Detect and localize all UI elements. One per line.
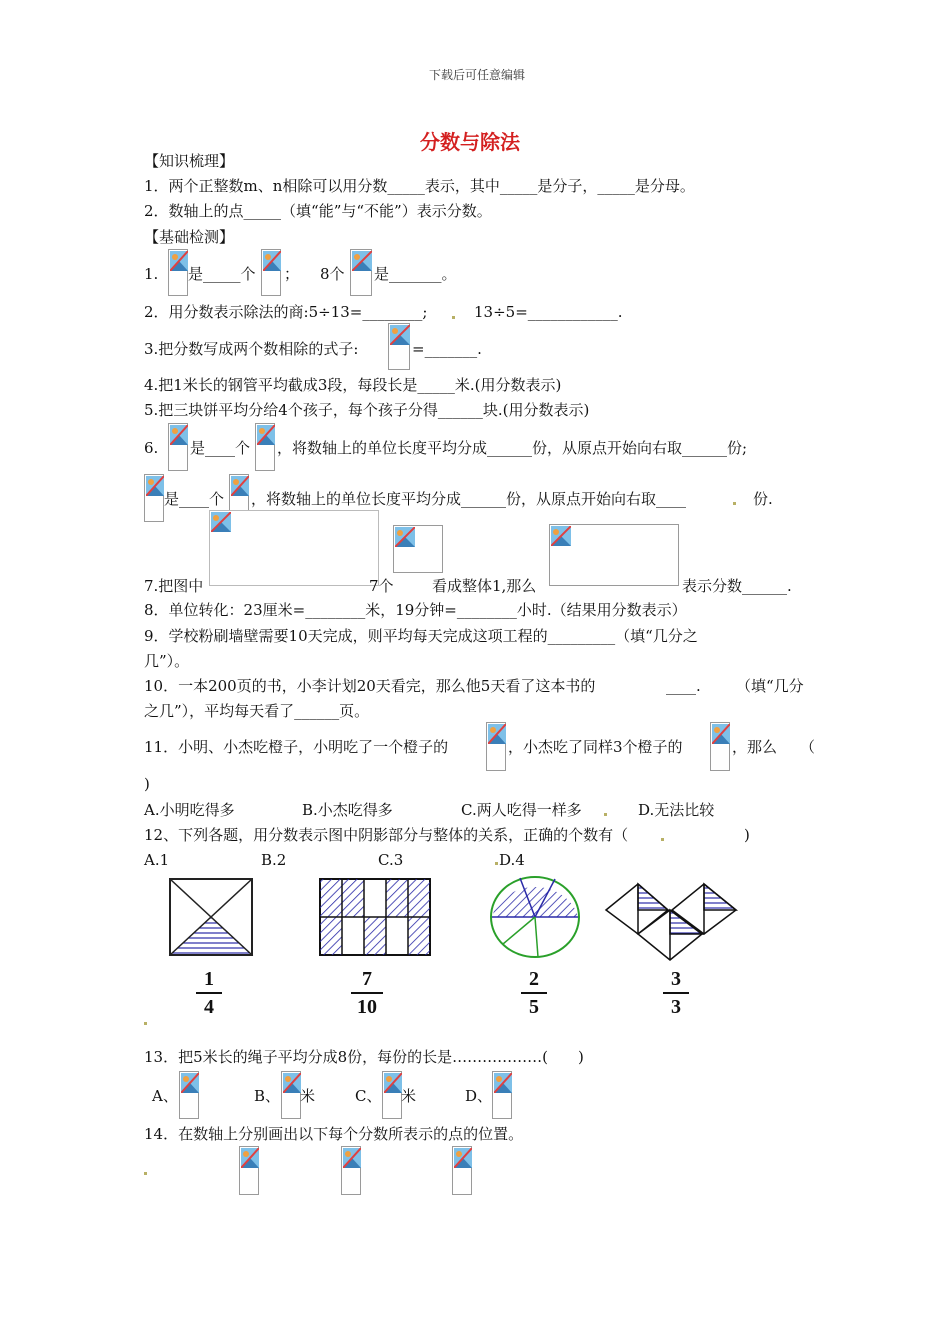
option-c: C.两人吃得一样多 [461,801,582,819]
b-question-11d: （ [800,738,816,756]
b-question-11-close: ) [144,775,150,793]
b-question-10a: 10．一本200页的书，小李计划20天看完，那么他5天看了这本书的 [144,677,596,695]
image-placeholder-icon [710,722,730,771]
q12-option-d: D.4 [499,851,525,869]
image-placeholder-icon [388,323,410,370]
fraction-denominator: 10 [357,996,377,1018]
b-q6-text-b: ，将数轴上的单位长度平均分成______份，从原点开始向右取______份; [277,439,748,457]
b-q7-text-d: 表示分数______. [682,577,792,595]
question-2: 2．数轴上的点_____（填“能”与“不能”）表示分数。 [144,202,492,220]
section-heading-basic: 【基础检测】 [144,228,235,246]
fraction-denominator: 3 [671,996,681,1018]
stray-mark [144,1022,147,1025]
b-q7-text-a: 7.把图中 [144,577,204,595]
q12-option-c: C.3 [378,851,404,869]
b-question-3-tail: =_______. [412,340,482,358]
stray-mark [495,862,498,865]
stray-mark [144,1172,147,1175]
page-title: 分数与除法 [420,130,520,154]
q12-option-b: B.2 [261,851,287,869]
figure-circle [491,877,579,957]
figure-grid-ten [320,879,430,955]
q13-option-b: B、 [254,1087,281,1105]
image-placeholder-icon [341,1146,361,1195]
b-q1-text-a: 是_____个 [188,265,256,283]
stray-mark [604,813,607,816]
b-question-14: 14．在数轴上分别画出以下每个分数所表示的点的位置。 [144,1125,524,1143]
q12-figures [160,872,760,962]
b-question-8: 8．单位转化：23厘米=________米，19分钟=________小时.（结果用分数表示） [144,601,687,619]
b-question-11a: 11．小明、小杰吃橙子，小明吃了一个橙子的 [144,738,449,756]
b-question-3: 3.把分数写成两个数相除的式子: [144,340,359,358]
figure-diamonds [606,884,736,960]
option-b: B.小杰吃得多 [302,801,393,819]
b-question-2b: 13÷5=____________. [474,303,623,321]
question-1: 1．两个正整数m、n相除可以用分数_____表示，其中_____是分子，_____是分母。 [144,177,695,195]
b-q7-text-b: 7个 [369,577,394,595]
b-q6b-text-b: ，将数轴上的单位长度平均分成______份，从原点开始向右取____ [251,490,687,508]
image-placeholder-icon [209,510,379,586]
b-question-10b: 之几”），平均每天看了______页。 [144,702,370,720]
b-question-2a: 2．用分数表示除法的商:5÷13=________; [144,303,428,321]
b-q1-num: 1. [144,265,159,283]
image-placeholder-icon [261,249,281,296]
stray-mark [452,316,455,319]
image-placeholder-icon [393,525,443,573]
image-placeholder-icon [549,524,679,586]
q13-option-c: C、 [355,1087,382,1105]
image-placeholder-icon [350,249,372,296]
b-q1-text-b: ； [284,265,300,283]
image-placeholder-icon [281,1071,301,1119]
fraction-numerator: 7 [362,968,372,990]
b-question-10a-tail: （填“几分 [736,677,804,695]
b-question-9a: 9．学校粉刷墙壁需要10天完成，则平均每天完成这项工程的_________（填“几分之 [144,627,698,645]
fraction-numerator: 3 [671,968,681,990]
b-q1-text-d: 是_______。 [374,265,457,283]
option-d: D.无法比较 [638,801,715,819]
fraction-2 [351,968,383,1018]
q12-option-a: A.1 [144,851,170,869]
fraction-numerator: 1 [204,968,214,990]
q13-option-d: D、 [465,1087,493,1105]
image-placeholder-icon [168,423,188,471]
q13-option-b-unit: 米 [300,1087,316,1105]
image-placeholder-icon [179,1071,199,1119]
option-a: A.小明吃得多 [144,801,235,819]
figure-square-diagonals [170,879,252,955]
b-question-10a-blank: ____. [666,677,701,695]
b-question-12: 12、下列各题，用分数表示图中阴影部分与整体的关系，正确的个数有（ [144,826,629,844]
image-placeholder-icon [168,249,188,296]
image-placeholder-icon [382,1071,402,1119]
q13-option-a: A、 [152,1087,178,1105]
image-placeholder-icon [255,423,275,471]
b-q1-text-c: 8个 [320,265,345,283]
b-q7-text-c: 看成整体1,那么 [432,577,537,595]
stray-mark [661,838,664,841]
fraction-1 [196,968,222,1018]
b-question-11c: ，那么 [732,738,778,756]
b-question-5: 5.把三块饼平均分给4个孩子，每个孩子分得______块.(用分数表示) [144,401,590,419]
b-question-11b: ，小杰吃了同样3个橙子的 [508,738,683,756]
q13-option-c-unit: 米 [401,1087,417,1105]
b-question-12-close: ) [744,826,750,844]
fraction-4 [663,968,689,1018]
stray-mark [733,502,736,505]
header-note: 下载后可任意编辑 [429,68,526,82]
b-question-13: 13．把5米长的绳子平均分成8份，每份的长是………………( ) [144,1048,584,1066]
image-placeholder-icon [239,1146,259,1195]
b-q6b-text-a: 是____个 [164,490,225,508]
image-placeholder-icon [452,1146,472,1195]
b-q6-text-a: 是____个 [190,439,251,457]
b-q6b-text-c: 份. [753,490,773,508]
fraction-denominator: 5 [529,996,539,1018]
b-q6-num: 6. [144,439,159,457]
b-question-9b: 几”）。 [144,652,190,670]
image-placeholder-icon [486,722,506,771]
image-placeholder-icon [144,474,164,522]
b-question-4: 4.把1米长的钢管平均截成3段，每段长是_____米.(用分数表示) [144,376,562,394]
fraction-denominator: 4 [204,996,214,1018]
fraction-numerator: 2 [529,968,539,990]
image-placeholder-icon [492,1071,512,1119]
section-heading-knowledge: 【知识梳理】 [144,152,235,170]
fraction-3 [521,968,547,1018]
